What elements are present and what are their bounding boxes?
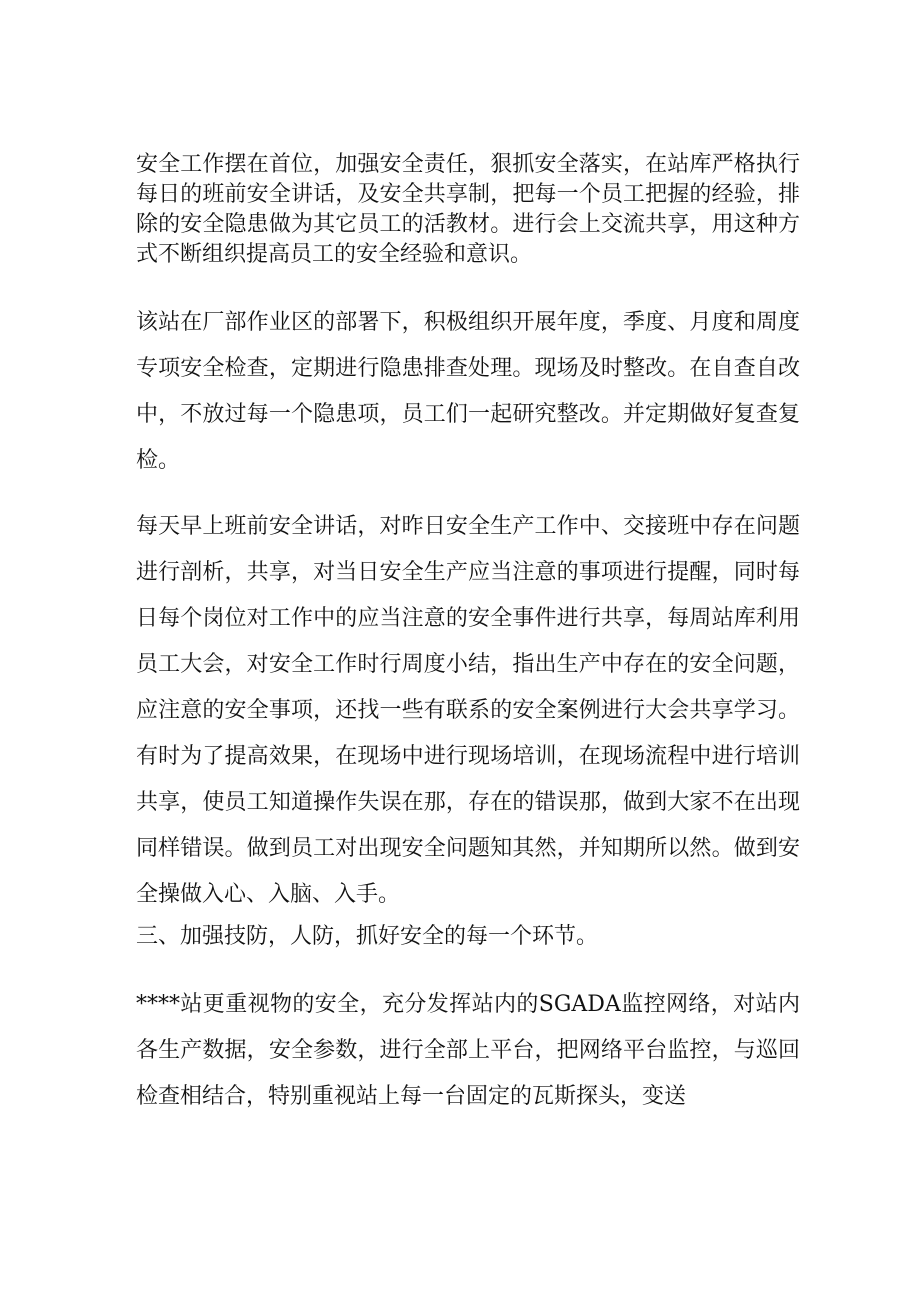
paragraph-safety-priority: 安全工作摆在首位，加强安全责任，狠抓安全落实，在站库严格执行每日的班前安全讲话，及安全共享制，把每一个员工把握的经验，排除的安全隐患做为其它员工的活教材。进行会上交流共享，用这种方式不断组织提高员工的安全经验和意识。 [136,152,800,267]
section-heading: 三、加强技防，人防，抓好安全的每一个环节。 [136,924,599,949]
paragraph-safety-inspection: 该站在厂部作业区的部署下，积极组织开展年度，季度、月度和周度专项安全检查，定期进行隐患排查处理。现场及时整改。在自查自改中，不放过每一个隐患项，员工们一起研究整改。并定期做好复查复检。 [136,310,800,473]
paragraph-daily-safety-talk: 每天早上班前安全讲话，对昨日安全生产工作中、交接班中存在问题进行剖析，共享，对当日安全生产应当注意的事项进行提醒，同时每日每个岗位对工作中的应当注意的安全事件进行共享，每周站库利用员工大会，对安全工作时行周度小结，指出生产中存在的安全问题，应注意的安全事项，还找一些有联系的安全案例进行大会共享学习。有时为了提高效果，在现场中进行现场培训，在现场流程中进行培训共享，使员工知道操作失误在那，存在的错误那，做到大家不在出现同样错误。做到员工对出现安全问题知其然，并知期所以然。做到安全操做入心、入脑、入手。 [136,514,800,907]
document-body [136,150,800,1120]
paragraph-scada-monitoring: ****站更重视物的安全，充分发挥站内的SGADA监控网络，对站内各生产数据，安全参数，进行全部上平台，把网络平台监控，与巡回检查相结合，特别重视站上每一台固定的瓦斯探头，变送 [136,992,800,1109]
